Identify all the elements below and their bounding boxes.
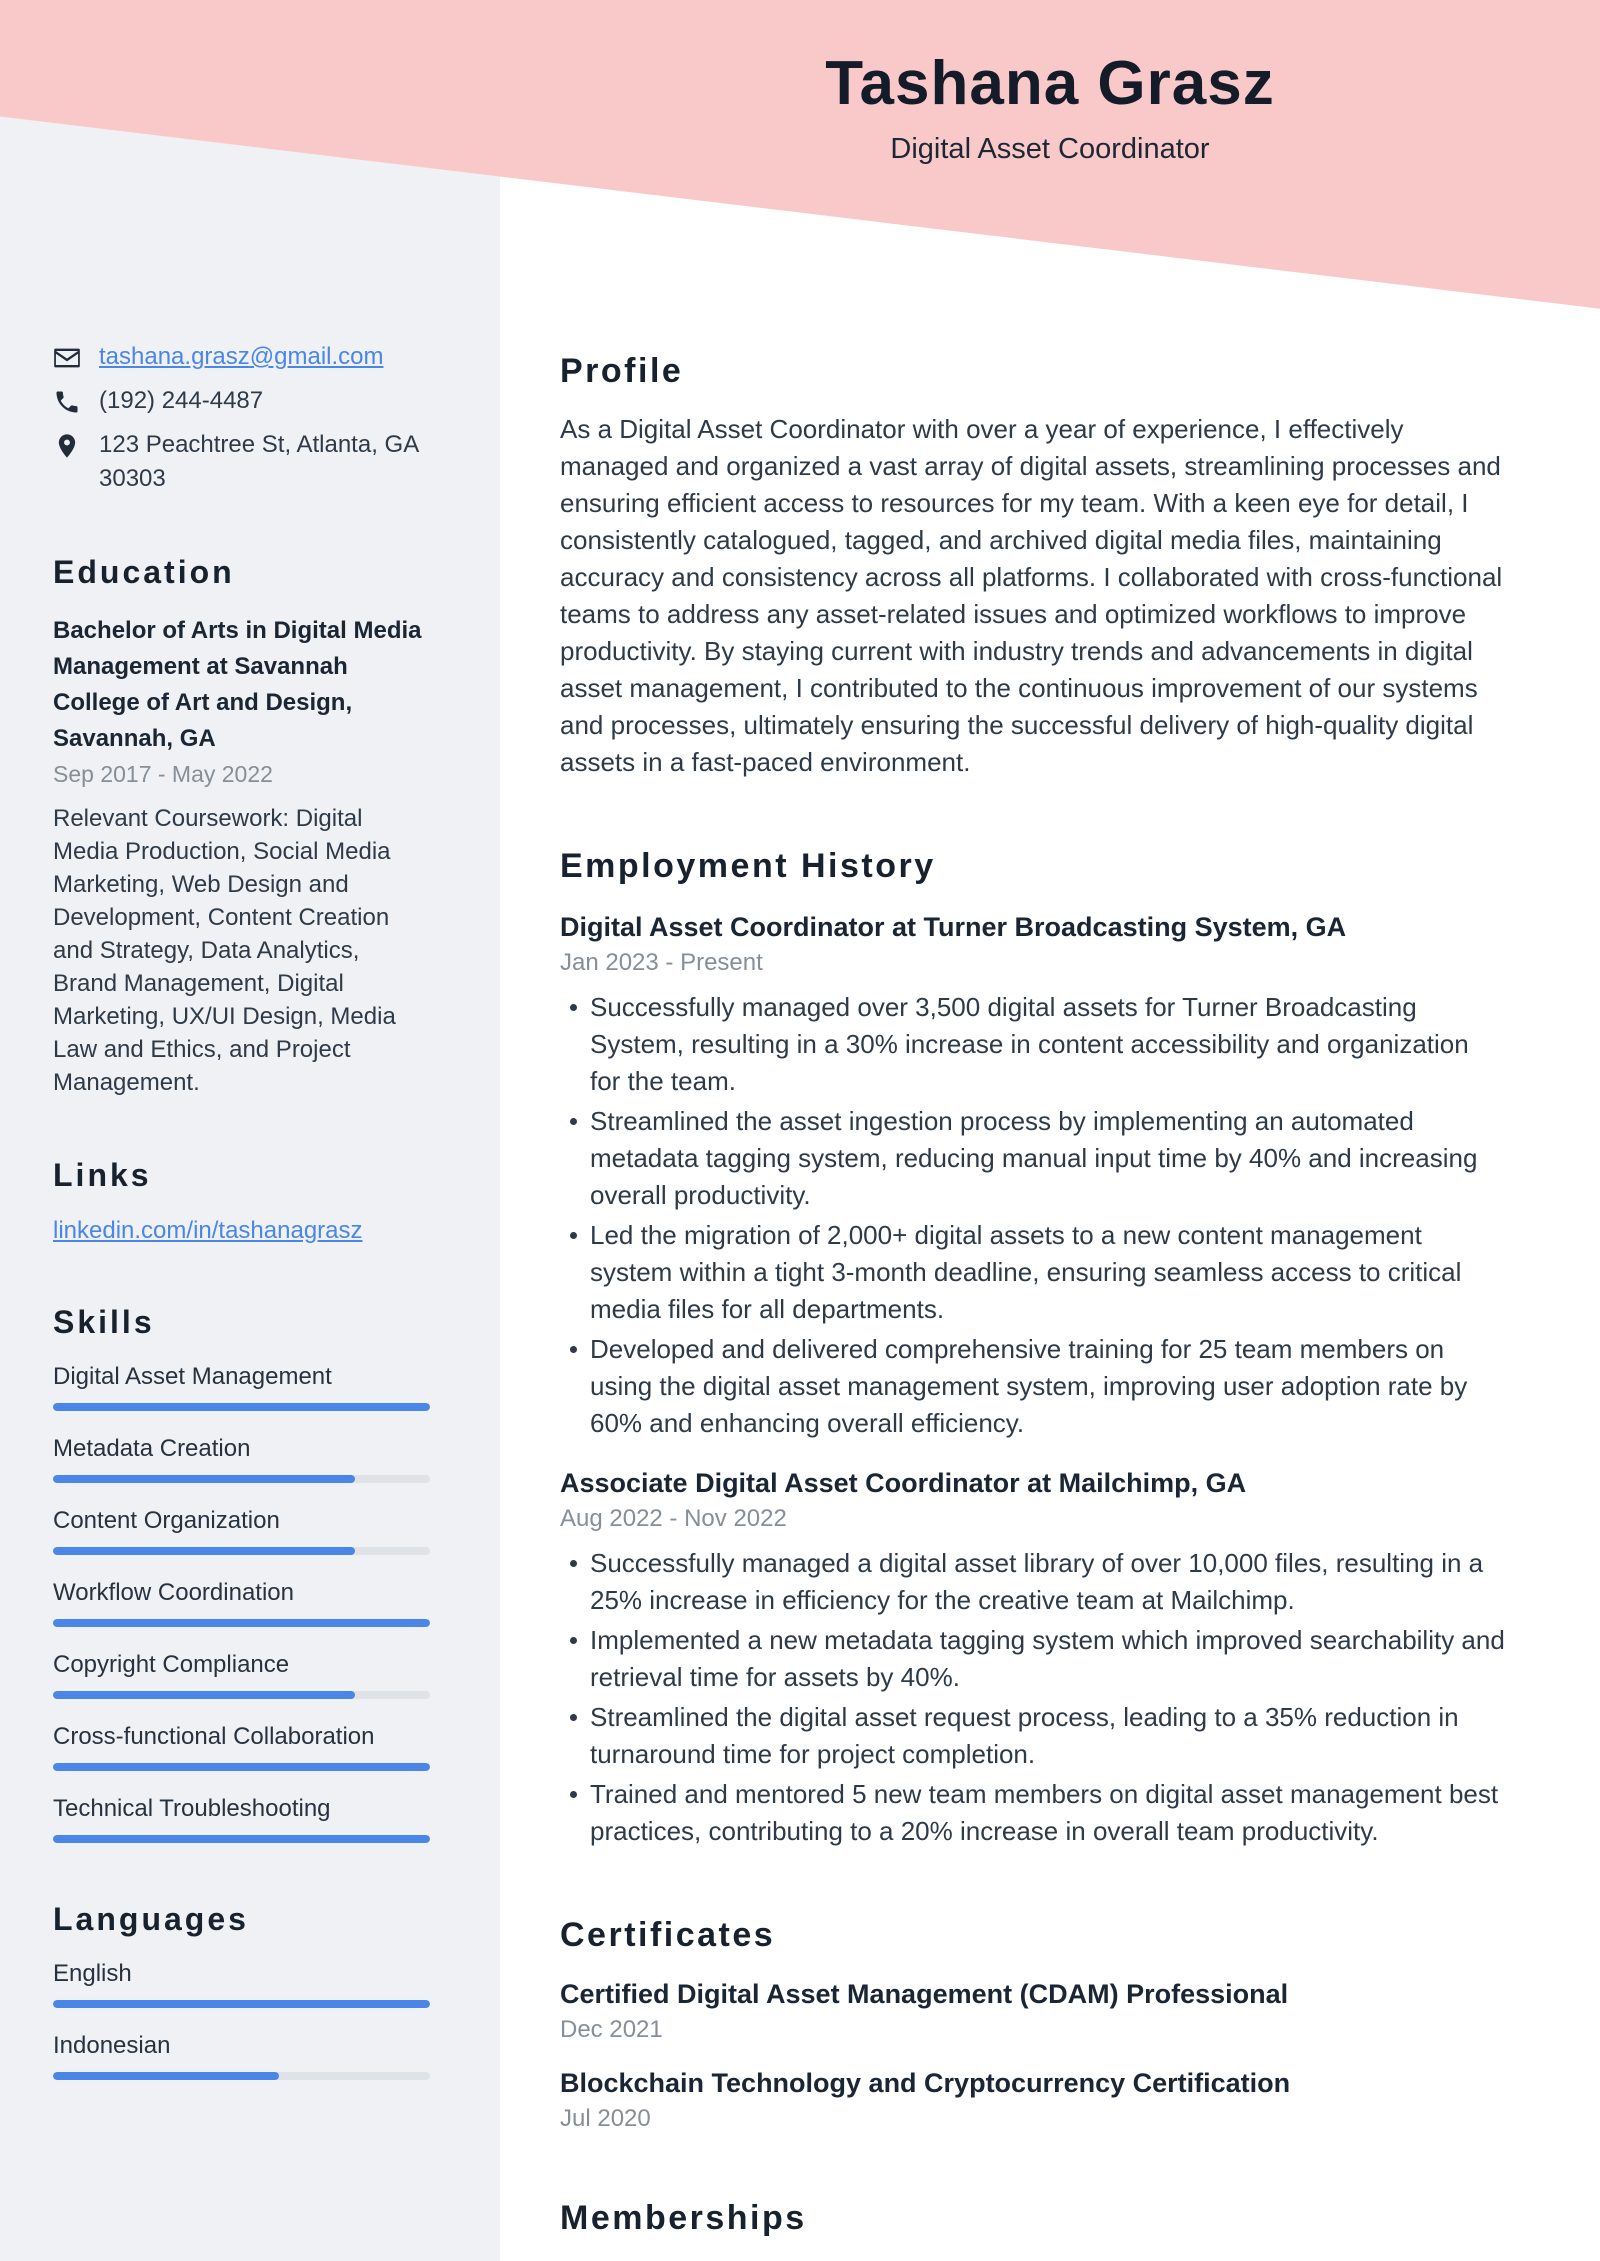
- memberships-heading: Memberships: [560, 2199, 807, 2237]
- certificates-section: [560, 1916, 1505, 2133]
- job-dates: Jan 2023 - Present: [560, 949, 763, 976]
- skill-bar-track: [53, 1547, 430, 1555]
- job-entry: [560, 1468, 1505, 1850]
- skill-bar-fill: [53, 1403, 430, 1411]
- main-column: [500, 0, 1600, 2238]
- language-label: Indonesian: [53, 2032, 171, 2059]
- job-bullet: Successfully managed a digital asset library of over 10,000 files, resulting in a 25% increase in efficiency for the creative team at Mailchimp.: [560, 1545, 1505, 1619]
- language-item: [53, 1960, 430, 2008]
- profile-section: [560, 352, 1505, 781]
- phone-icon: [53, 388, 81, 416]
- certificate-date: Dec 2021: [560, 2016, 663, 2043]
- skill-bar-fill: [53, 1763, 430, 1771]
- certificate-item: [560, 2068, 1505, 2133]
- skill-bar-fill: [53, 1547, 355, 1555]
- skill-bar-track: [53, 1475, 430, 1483]
- languages-section: [53, 1901, 430, 2080]
- job-bullet: Implemented a new metadata tagging system which improved searchability and retrieval time for assets by 40%.: [560, 1622, 1505, 1696]
- language-label: English: [53, 1960, 132, 1987]
- languages-heading: Languages: [53, 1901, 249, 1937]
- skills-heading: Skills: [53, 1304, 155, 1340]
- certificate-title: Blockchain Technology and Cryptocurrency Certification: [560, 2068, 1291, 2098]
- job-bullet-list: [560, 1545, 1505, 1850]
- job-bullet: Led the migration of 2,000+ digital assets to a new content management system within a tight 3-month deadline, ensuring seamless access to critical media files for all departments.: [560, 1217, 1505, 1328]
- phone-number: (192) 244-4487: [99, 387, 264, 414]
- language-bar-track: [53, 2072, 430, 2080]
- skill-label: Workflow Coordination: [53, 1579, 294, 1606]
- skill-label: Copyright Compliance: [53, 1651, 290, 1678]
- skills-section: [53, 1304, 430, 1843]
- links-section: [53, 1157, 430, 1246]
- education-heading: Education: [53, 554, 235, 590]
- job-entry: [560, 912, 1505, 1442]
- job-bullet: Developed and delivered comprehensive training for 25 team members on using the digital asset management system, improving user adoption rate by 60% and enhancing overall efficiency.: [560, 1331, 1505, 1442]
- skill-bar-track: [53, 1835, 430, 1843]
- skill-label: Content Organization: [53, 1507, 280, 1534]
- education-section: [53, 554, 430, 1099]
- language-bar-fill: [53, 2000, 430, 2008]
- memberships-section: [560, 2199, 1505, 2238]
- language-bar-fill: [53, 2072, 279, 2080]
- job-bullet: Streamlined the asset ingestion process by implementing an automated metadata tagging system, reducing manual input time by 40% and increasing overall productivity.: [560, 1103, 1505, 1214]
- job-bullet: Successfully managed over 3,500 digital assets for Turner Broadcasting System, resulting in a 30% increase in content accessibility and organization for the team.: [560, 989, 1505, 1100]
- address-text: 123 Peachtree St, Atlanta, GA 30303: [99, 431, 418, 492]
- skill-bar-track: [53, 1691, 430, 1699]
- skill-bar-track: [53, 1619, 430, 1627]
- job-bullet: Streamlined the digital asset request process, leading to a 35% reduction in turnaround time for project completion.: [560, 1699, 1505, 1773]
- linkedin-link[interactable]: linkedin.com/in/tashanagrasz: [53, 1217, 363, 1244]
- skill-label: Metadata Creation: [53, 1435, 251, 1462]
- sidebar: [0, 0, 500, 2261]
- degree-title: Bachelor of Arts in Digital Media Management at Savannah College of Art and Design, Savannah, GA: [53, 617, 422, 752]
- skill-bar-fill: [53, 1619, 430, 1627]
- education-coursework: Relevant Coursework: Digital Media Production, Social Media Marketing, Web Design and Development, Content Creation and Strategy, Data Analytics, Brand Management, Digital Marketing, UX/UI Design, Media Law and Ethics, and Project Management.: [53, 805, 396, 1096]
- certificate-date: Jul 2020: [560, 2105, 651, 2132]
- skill-label: Digital Asset Management: [53, 1363, 332, 1390]
- certificates-heading: Certificates: [560, 1916, 776, 1954]
- job-title: Digital Asset Coordinator at Turner Broadcasting System, GA: [560, 912, 1347, 942]
- certificate-item: [560, 1979, 1505, 2044]
- job-bullet: Trained and mentored 5 new team members on digital asset management best practices, contributing to a 20% increase in overall team productivity.: [560, 1776, 1505, 1850]
- skill-item: [53, 1795, 430, 1843]
- certificate-title: Certified Digital Asset Management (CDAM) Professional: [560, 1979, 1289, 2009]
- contact-phone-row: [53, 384, 430, 418]
- header: [500, 48, 1600, 166]
- profile-text: As a Digital Asset Coordinator with over a year of experience, I effectively managed and organized a vast array of digital assets, streamlining processes and ensuring efficient access to resources for my team. With a keen eye for detail, I consistently catalogued, tagged, and archived digital media files, maintaining accuracy and consistency across all platforms. I collaborated with cross-functional teams to address any asset-related issues and optimized workflows to improve productivity. By staying current with industry trends and advancements in digital asset management, I contributed to the continuous improvement of our systems and processes, ultimately ensuring the successful delivery of high-quality digital assets in a fast-paced environment.: [560, 414, 1503, 777]
- skill-label: Cross-functional Collaboration: [53, 1723, 375, 1750]
- skill-item: [53, 1507, 430, 1555]
- envelope-icon: [53, 344, 81, 372]
- skill-item: [53, 1579, 430, 1627]
- job-bullet-list: [560, 989, 1505, 1442]
- language-bar-track: [53, 2000, 430, 2008]
- skill-item: [53, 1723, 430, 1771]
- skill-bar-track: [53, 1763, 430, 1771]
- employment-heading: Employment History: [560, 847, 936, 885]
- skill-bar-fill: [53, 1691, 355, 1699]
- skill-item: [53, 1435, 430, 1483]
- links-heading: Links: [53, 1157, 152, 1193]
- profile-heading: Profile: [560, 352, 684, 390]
- skill-item: [53, 1363, 430, 1411]
- language-item: [53, 2032, 430, 2080]
- location-pin-icon: [53, 432, 81, 460]
- skill-bar-fill: [53, 1475, 355, 1483]
- education-dates: Sep 2017 - May 2022: [53, 761, 273, 787]
- page-title: Tashana Grasz: [825, 49, 1275, 118]
- email-link[interactable]: tashana.grasz@gmail.com: [99, 343, 384, 370]
- skill-item: [53, 1651, 430, 1699]
- skill-label: Technical Troubleshooting: [53, 1795, 331, 1822]
- skill-bar-track: [53, 1403, 430, 1411]
- job-title: Associate Digital Asset Coordinator at Mailchimp, GA: [560, 1468, 1247, 1498]
- contact-address-row: [53, 428, 430, 496]
- person-job-title: Digital Asset Coordinator: [890, 133, 1210, 165]
- contact-email-row: [53, 340, 430, 374]
- job-dates: Aug 2022 - Nov 2022: [560, 1505, 787, 1532]
- contact-block: [53, 340, 430, 496]
- employment-section: [560, 847, 1505, 1850]
- skill-bar-fill: [53, 1835, 430, 1843]
